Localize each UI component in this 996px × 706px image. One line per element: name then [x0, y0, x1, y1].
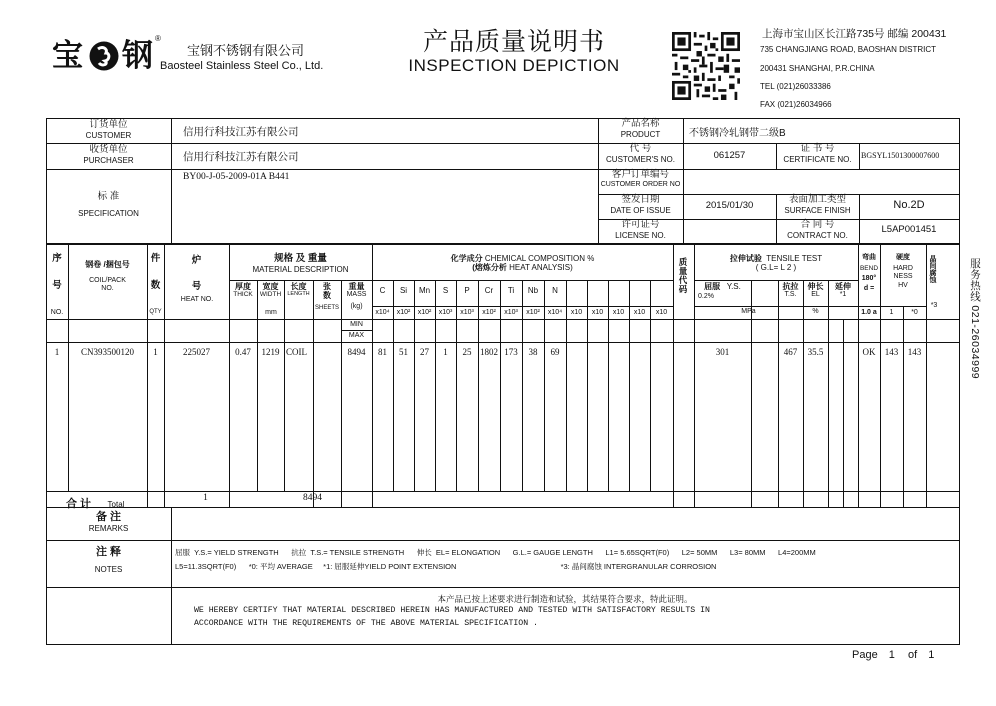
col-bend-deg: 180° — [861, 274, 877, 282]
col-elong-en: EL — [811, 291, 820, 299]
chem-element-5: P — [464, 286, 470, 295]
cell-length: COIL — [286, 347, 307, 357]
chem-element-7: Ti — [507, 286, 515, 295]
cell-coil: CN393500120 — [80, 347, 134, 357]
chem-multiplier-5: x10³ — [460, 309, 474, 316]
notes-label-cn: 注 释 — [95, 546, 122, 558]
col-seq-en: NO. — [50, 309, 64, 316]
col-bend — [858, 254, 880, 293]
cell-chem-4: 1 — [443, 347, 448, 357]
logo-char-bao: 宝 — [52, 38, 83, 74]
product-label-cn: 产品名称 — [621, 118, 660, 129]
purchaser-label-en: PURCHASER — [83, 155, 134, 165]
chem-multiplier-11: x10 — [591, 309, 604, 316]
chem-header-en2: HEAT ANALYSIS) — [509, 263, 573, 273]
purchaser-label — [46, 145, 171, 165]
total-label-en: Total — [107, 500, 125, 509]
fax: FAX (021)26034966 — [760, 100, 832, 109]
col-tensile-cn: 抗拉 — [782, 282, 799, 291]
license-label-cn: 许可证号 — [621, 219, 660, 230]
customer-label — [46, 120, 171, 140]
cell-heat: 225027 — [183, 347, 210, 357]
col-yield-cn: 屈服 — [704, 282, 721, 291]
chem-element-4: S — [442, 286, 449, 295]
col-sheets-en: SHEETS — [314, 305, 339, 312]
issue-date-label-en: DATE OF ISSUE — [610, 205, 671, 215]
chem-multiplier-6: x10² — [482, 309, 496, 316]
cell-chem-2: 51 — [399, 347, 408, 357]
tensile-header — [694, 254, 858, 272]
col-qty-cn2: 数 — [150, 280, 161, 291]
address-cn: 上海市宝山区长江路735号 邮编 200431 — [762, 28, 947, 40]
page-label: Page — [852, 649, 878, 661]
certify-cn: 本产品已按上述要求进行制造和试验，其结果符合要求，特此证明。 — [437, 594, 693, 604]
unit-percent: % — [812, 308, 819, 315]
remarks-label — [46, 511, 171, 533]
issue-date-label-cn: 签发日期 — [621, 194, 660, 205]
col-bend-a: 1.0 a — [861, 309, 877, 316]
certify-en-line2: ACCORDANCE WITH THE REQUIREMENTS OF THE ABOVE MATERIAL SPECIFICATION . — [194, 619, 538, 628]
registered-mark: ® — [155, 34, 161, 43]
chem-multiplier-14: x10 — [655, 309, 668, 316]
page-number: 1 — [888, 649, 895, 661]
col-bend-cn: 弯曲 — [862, 254, 876, 261]
customer-label-en: CUSTOMER — [85, 130, 132, 140]
customer-label-cn: 订货单位 — [89, 119, 128, 130]
col-mass-cn: 重量 — [348, 282, 365, 291]
surface-finish-label — [776, 195, 859, 215]
contract-label-en: CONTRACT NO. — [787, 230, 848, 240]
customer-value: 信用行科技江苏有限公司 — [183, 126, 299, 138]
cell-el: 35.5 — [807, 347, 824, 357]
service-hotline: 服务热线 021-26034999 — [969, 258, 981, 380]
notes-label-en: NOTES — [94, 564, 123, 574]
document-title-en: INSPECTION DEPICTION — [408, 56, 620, 75]
chem-multiplier-10: x10 — [570, 309, 583, 316]
tensile-header-cn: 拉伸试验 — [729, 254, 762, 263]
surface-finish-label-cn: 表面加工类型 — [788, 194, 846, 205]
chem-element-2: Si — [399, 286, 408, 295]
baosteel-emblem-icon — [88, 40, 120, 72]
notes-line2: L5=11.3SQRT(F0) *0: 平均 AVERAGE *1: 屈服延伸YIELD POINT EXTENSION *3: 晶间腐蚀 INTERGRANULAR CORROSION — [175, 562, 717, 571]
page-of-label: of — [907, 649, 918, 661]
address-en-line1: 735 CHANGJIANG ROAD, BAOSHAN DISTRICT — [760, 45, 937, 54]
logo-char-gang: 钢 — [122, 38, 153, 74]
specification-label — [46, 192, 171, 218]
surface-finish-label-en: SURFACE FINISH — [784, 205, 851, 215]
col-hardness-en1: HARD — [893, 265, 913, 273]
col-coil-en: COIL/PACK NO. — [89, 277, 126, 293]
material-header-cn: 规格 及 重量 — [274, 253, 327, 264]
col-length-en: LENGTH — [287, 291, 310, 298]
col-length — [284, 282, 313, 298]
col-hardness-cn: 硬度 — [896, 254, 910, 261]
notes-line1: 屈服 Y.S.= YIELD STRENGTH 抗拉 T.S.= TENSILE STRENGTH 伸长 EL= ELONGATION G.L.= GAUGE LENGTH L1= 5.65SQRT(F0) L2= 50MM L3= 80MM L4=200MM — [175, 548, 816, 557]
certificate-label-cn: 证 书 号 — [800, 143, 835, 154]
row-min-label: MIN — [350, 321, 363, 328]
cell-chem-9: 69 — [550, 347, 560, 357]
tensile-header-en: TENSILE TEST — [766, 254, 823, 263]
page-total: 1 — [928, 649, 935, 661]
chem-element-6: Cr — [484, 286, 494, 295]
chem-multiplier-8: x10² — [526, 309, 540, 316]
company-name-en: Baosteel Stainless Steel Co., Ltd. — [160, 60, 324, 72]
col-hardness-1: 1 — [889, 309, 894, 316]
col-length-cn: 长度 — [290, 282, 307, 291]
col-coil-header — [68, 260, 147, 293]
cell-chem-8: 38 — [528, 347, 538, 357]
col-yield-en: Y.S. — [726, 282, 741, 291]
remarks-label-cn: 备 注 — [95, 511, 122, 523]
chem-header-cn: 化学成分 — [450, 254, 483, 263]
product-label-en: PRODUCT — [620, 129, 661, 139]
remarks-label-en: REMARKS — [88, 523, 129, 533]
col-heat-cn1: 炉 — [191, 255, 202, 266]
col-qty-en: QTY — [149, 309, 162, 315]
col-seq-cn1: 序 — [52, 253, 62, 264]
cell-thick: 0.47 — [235, 347, 251, 357]
total-label — [66, 494, 124, 512]
order-no-label-cn: 客户订单编号 — [611, 169, 669, 180]
col-sheets — [313, 282, 341, 312]
license-label-en: LICENSE NO. — [615, 230, 666, 240]
col-seq-cn2: 号 — [52, 280, 62, 291]
cell-hv2: 143 — [907, 347, 922, 357]
certificate-value: BGSYL1501300007600 — [861, 151, 940, 160]
certificate-label — [776, 144, 859, 164]
gauge-length: ( G.L= L 2 ) — [755, 263, 797, 273]
contract-label-cn: 合 同 号 — [800, 219, 835, 230]
col-yield — [694, 282, 751, 301]
col-bend-d: d = — [863, 284, 875, 292]
cell-chem-3: 27 — [420, 347, 429, 357]
cell-ts: 467 — [783, 347, 798, 357]
purchaser-value: 信用行科技江苏有限公司 — [183, 151, 299, 163]
specification-value: BY00-J-05-2009-01A B441 — [183, 172, 290, 182]
row-max-label: MAX — [348, 332, 365, 339]
chem-element-8: Nb — [527, 286, 539, 295]
chem-header — [372, 254, 673, 272]
chem-multiplier-7: x10³ — [504, 309, 518, 316]
document-title-cn: 产品质量说明书 — [422, 29, 605, 56]
cell-width: 1219 — [261, 347, 280, 357]
col-mass — [341, 282, 372, 311]
material-header-en: MATERIAL DESCRIPTION — [252, 264, 349, 274]
chem-element-9: N — [552, 286, 558, 295]
chem-element-1: C — [379, 286, 386, 295]
cell-qty: 1 — [153, 347, 158, 357]
specification-label-cn: 标 准 — [97, 191, 120, 202]
order-no-label-en: CUSTOMER ORDER NO — [600, 180, 681, 188]
col-extension — [828, 282, 858, 299]
col-hardness-avg: *0 — [911, 309, 918, 316]
quality-code-header: 质量代码 — [678, 257, 688, 294]
col-tensile — [778, 282, 803, 299]
col-mass-en: MASS — [346, 291, 367, 299]
chem-multiplier-13: x10 — [633, 309, 646, 316]
col-sheets-cn: 张数 — [323, 282, 331, 301]
unit-mpa: MPa — [741, 308, 756, 315]
cell-chem-5: 25 — [462, 347, 472, 357]
cell-ys: 301 — [715, 347, 730, 357]
col-hardness-en3: HV — [898, 282, 908, 290]
page-indicator — [852, 649, 934, 661]
col-elong-cn: 伸长 — [807, 282, 824, 291]
col-hardness-en2: NESS — [893, 273, 913, 281]
contract-value: L5AP001451 — [881, 224, 937, 235]
col-mm: mm — [265, 309, 277, 316]
cell-mass: 8494 — [347, 347, 366, 357]
cell-hv1: 143 — [884, 347, 899, 357]
chem-multiplier-9: x10⁴ — [547, 309, 563, 316]
company-logo — [52, 34, 161, 74]
col-hardness — [880, 254, 926, 290]
company-name-cn: 宝钢不锈钢有限公司 — [187, 43, 305, 58]
purchaser-label-cn: 收货单位 — [89, 144, 128, 155]
certify-en-line1: WE HEREBY CERTIFY THAT MATERIAL DESCRIBED HEREIN HAS MANUFACTURED AND TESTED WITH SATISFACTORY RESULTS IN — [194, 606, 710, 615]
total-qty: 1 — [203, 493, 208, 503]
cell-no: 1 — [54, 347, 60, 357]
chem-multiplier-1: x10⁴ — [375, 309, 390, 316]
issue-date-label — [598, 195, 683, 215]
cell-chem-1: 81 — [378, 347, 387, 357]
contract-label — [776, 220, 859, 240]
col-thick — [229, 282, 257, 299]
customer-no-label-cn: 代 号 — [629, 143, 652, 154]
telephone: TEL (021)26033386 — [760, 82, 831, 91]
chem-multiplier-3: x10² — [417, 309, 432, 316]
col-mass-unit: (kg) — [350, 303, 363, 311]
chem-element-3: Mn — [418, 286, 431, 295]
col-width — [257, 282, 284, 299]
address-en-line2: 200431 SHANGHAI, P.R.CHINA — [760, 64, 875, 73]
surface-finish-value: No.2D — [893, 199, 925, 211]
cell-chem-7: 173 — [504, 347, 518, 357]
license-label — [598, 220, 683, 240]
cell-bend: OK — [862, 347, 876, 357]
customer-no-label-en: CUSTOMER'S NO. — [606, 154, 675, 164]
col-thick-cn: 厚度 — [235, 282, 251, 291]
chem-multiplier-12: x10 — [612, 309, 625, 316]
col-bend-en: BEND — [859, 265, 879, 273]
col-yield-sub: 0.2% — [698, 293, 714, 301]
col-extension-cn: 延伸 — [835, 282, 851, 291]
issue-date-value: 2015/01/30 — [705, 200, 754, 211]
chem-header-cn2: (熔炼分析 — [472, 263, 507, 273]
col-extension-en: *1 — [839, 291, 847, 299]
col-width-en: WIDTH — [259, 291, 282, 299]
specification-label-en: SPECIFICATION — [78, 208, 139, 218]
certificate-label-en: CERTIFICATE NO. — [783, 154, 852, 164]
product-label — [598, 119, 683, 139]
col-corrosion-cn: 晶间腐蚀 — [929, 256, 937, 284]
chem-header-en: CHEMICAL COMPOSITION % — [484, 254, 595, 263]
notes-label — [46, 546, 171, 574]
material-header — [229, 254, 372, 274]
customer-no-label — [598, 144, 683, 164]
col-coil-cn: 钢卷 /捆包号 — [85, 260, 130, 269]
col-tensile-en: T.S. — [784, 291, 797, 299]
col-corrosion-en: *3 — [930, 302, 938, 309]
qr-code-icon — [672, 32, 740, 100]
col-heat-cn2: 号 — [191, 281, 202, 292]
total-mass: 8494 — [303, 493, 322, 503]
col-elong — [803, 282, 828, 299]
col-qty-cn1: 件 — [150, 253, 161, 264]
chem-multiplier-4: x10³ — [438, 309, 453, 316]
order-no-label — [598, 170, 683, 189]
product-value: 不锈钢冷轧钢带二级B — [689, 128, 786, 139]
customer-no-value: 061257 — [713, 150, 746, 161]
col-heat-en: HEAT NO. — [180, 296, 214, 303]
col-width-cn: 宽度 — [262, 282, 279, 291]
col-thick-en: THICK — [233, 291, 253, 299]
total-label-cn: 合 计 — [66, 498, 92, 510]
chem-multiplier-2: x10² — [396, 309, 411, 316]
cell-chem-6: 1802 — [480, 347, 498, 357]
